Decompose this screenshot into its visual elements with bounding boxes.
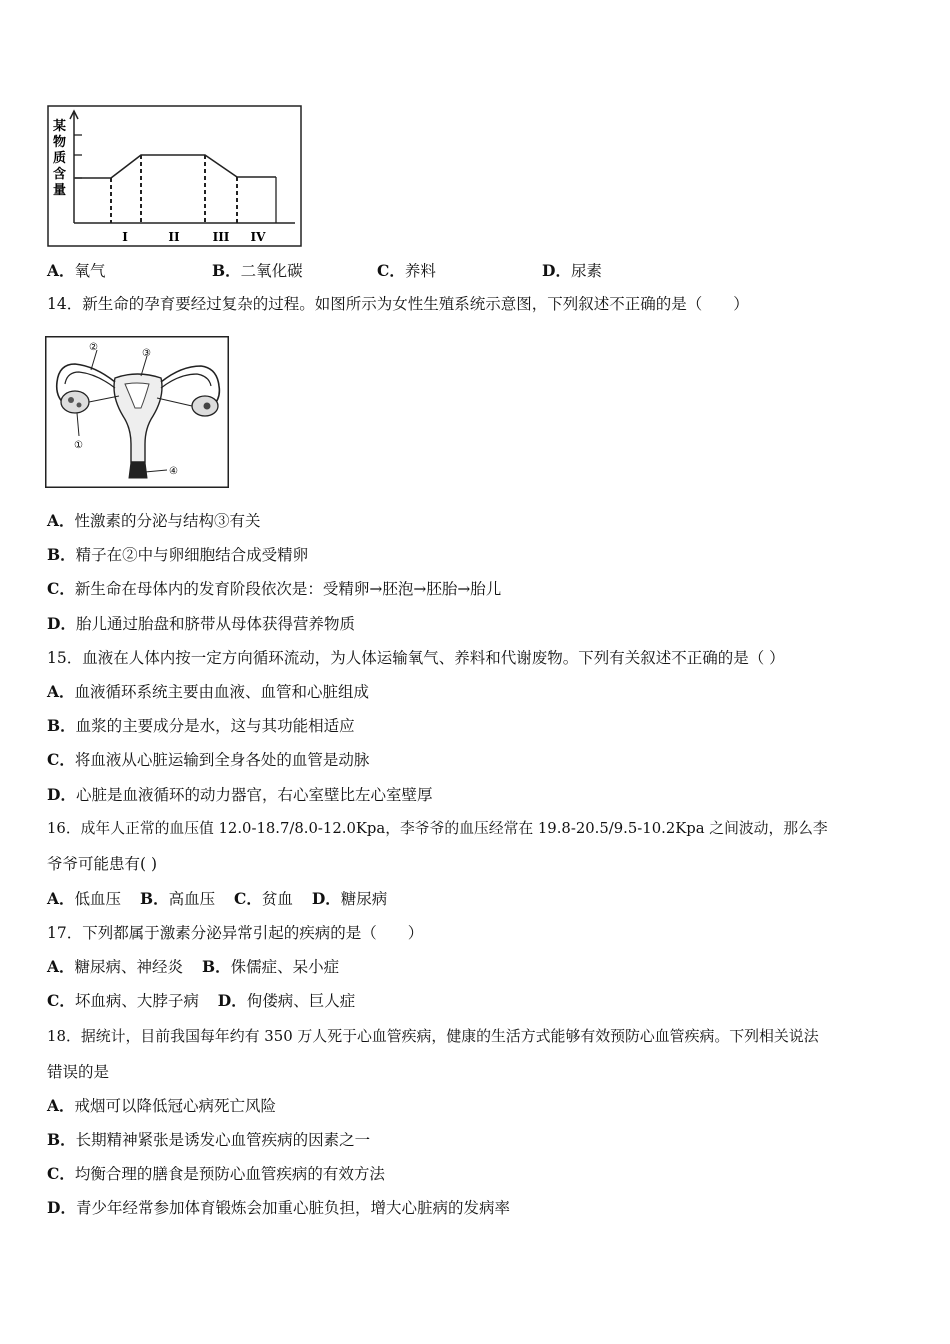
q18-option-c: C．均衡合理的膳食是预防心血管疾病的有效方法: [47, 1164, 385, 1183]
q18-stem-line1: 18．据统计，目前我国每年约有 350 万人死于心血管疾病，健康的生活方式能够有效预防心血管疾病。下列相关说法: [47, 1027, 819, 1045]
q13-option-b: B．二氧化碳: [212, 261, 303, 280]
q17-option-c: C．坏血病、大脖子病: [47, 991, 199, 1010]
q17-options-row2: [47, 990, 355, 1012]
q18-option-b: B．长期精神紧张是诱发心血管疾病的因素之一: [47, 1130, 371, 1149]
x-tick-label: I: [122, 230, 128, 244]
diagram-mark: ①: [74, 440, 83, 451]
y-label-char: 量: [53, 183, 67, 198]
q16-option-b: B．高血压: [139, 889, 216, 908]
diagram-mark: ④: [169, 466, 178, 477]
q13-options: [47, 259, 747, 281]
q15-option-c: C．将血液从心脏运输到全身各处的血管是动脉: [47, 750, 370, 769]
diagram-mark: ②: [89, 342, 98, 353]
q14-option-c: C．新生命在母体内的发育阶段依次是：受精卵→胚泡→胚胎→胎儿: [47, 579, 502, 598]
q18-option-a: A．戒烟可以降低冠心病死亡风险: [47, 1096, 277, 1115]
q15-stem: 15．血液在人体内按一定方向循环流动，为人体运输氧气、养料和代谢废物。下列有关叙述不正确的是（ ）: [47, 649, 785, 667]
q15-option-a: A．血液循环系统主要由血液、血管和心脏组成: [47, 682, 370, 701]
q14-option-b: B．精子在②中与卵细胞结合成受精卵: [47, 545, 309, 564]
q13-option-d: D．尿素: [542, 261, 602, 280]
q17-option-b: B．侏儒症、呆小症: [201, 957, 340, 976]
q16-option-d: D．糖尿病: [311, 889, 388, 908]
q15-option-b: B．血浆的主要成分是水，这与其功能相适应: [47, 716, 355, 735]
q14-stem: 14．新生命的孕育要经过复杂的过程。如图所示为女性生殖系统示意图，下列叙述不正确的是（ ）: [47, 295, 749, 313]
q17-options-row1: [47, 956, 339, 978]
female-reproductive-system-diagram: [45, 336, 229, 488]
q17-option-d: D．佝偻病、巨人症: [217, 991, 356, 1010]
q16-option-a: A．低血压: [47, 889, 122, 908]
y-label-char: 含: [53, 167, 67, 182]
q14-option-a: A．性激素的分泌与结构③有关: [47, 511, 261, 530]
q17-stem: 17．下列都属于激素分泌异常引起的疾病的是（ ）: [47, 924, 424, 942]
q17-option-a: A．糖尿病、神经炎: [47, 957, 184, 976]
y-label-char: 某: [53, 119, 67, 134]
q16-options: [47, 888, 387, 910]
q14-option-d: D．胎儿通过胎盘和脐带从母体获得营养物质: [47, 614, 355, 633]
x-tick-label: IV: [250, 230, 266, 244]
q13-option-c: C．养料: [377, 261, 436, 280]
x-tick-label: II: [168, 230, 180, 244]
y-label-char: 物: [53, 135, 67, 150]
q15-option-d: D．心脏是血液循环的动力器官，右心室壁比左心室壁厚: [47, 785, 433, 804]
y-label-char: 质: [53, 151, 67, 166]
q16-stem-line1: 16．成年人正常的血压值 12.0-18.7/8.0-12.0Kpa，李爷爷的血压经常在 19.8-20.5/9.5-10.2Kpa 之间波动，那么李: [47, 820, 828, 837]
q16-stem-line2: 爷爷可能患有( ): [47, 855, 158, 873]
q18-option-d: D．青少年经常参加体育锻炼会加重心脏负担，增大心脏病的发病率: [47, 1198, 510, 1217]
substance-content-graph: [47, 105, 302, 247]
diagram-mark: ③: [142, 348, 151, 359]
q13-option-a: A．氧气: [47, 261, 106, 280]
q18-stem-line2: 错误的是: [47, 1063, 110, 1081]
q16-option-c: C．贫血: [234, 889, 293, 908]
x-tick-label: III: [212, 230, 230, 244]
